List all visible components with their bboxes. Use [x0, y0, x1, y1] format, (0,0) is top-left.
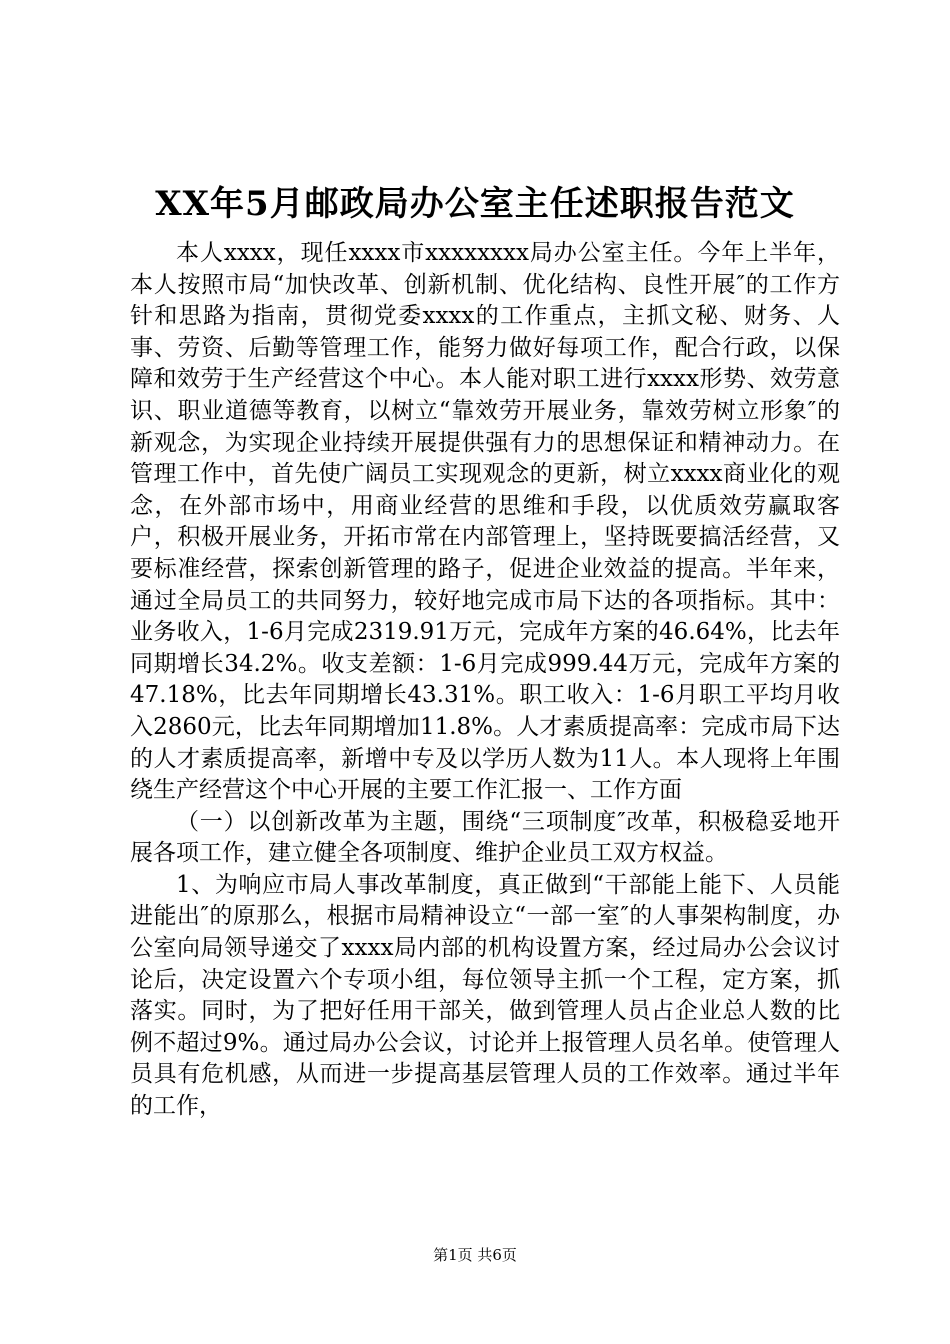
- document-title: XX年5月邮政局办公室主任述职报告范文: [155, 184, 795, 224]
- body-paragraph: 本人xxxx，现任xxxx市xxxxxxxx局办公室主任。今年上半年，本人按照市局“加快改革、创新机制、优化结构、良性开展″的工作方针和思路为指南，贯彻党委xxxx的工作重点，主抓文秘、财务、人事、劳资、后勤等管理工作，能努力做好每项工作，配合行政，以保障和效劳于生产经营这个中心。本人能对职工进行xxxx形势、效劳意识、职业道德等教育，以树立“靠效劳开展业务，靠效劳树立形象″的新观念，为实现企业持续开展提供强有力的思想保证和精神动力。在管理工作中，首先使广阔员工实现观念的更新，树立xxxx商业化的观念，在外部市场中，用商业经营的思维和手段，以优质效劳赢取客户，积极开展业务，开拓市常在内部管理上，坚持既要搞活经营，又要标准经营，探索创新管理的路子，促进企业效益的提高。半年来，通过全局员工的共同努力，较好地完成市局下达的各项指标。其中：业务收入，1-6月完成2319.91万元，完成年方案的46.64%，比去年同期增长34.2%。收支差额：1-6月完成999.44万元，完成年方案的47.18%，比去年同期增长43.31%。职工收入：1-6月职工平均月收入2860元，比去年同期增加11.8%。人才素质提高率：完成市局下达的人才素质提高率，新增中专及以学历人数为11人。本人现将上年围绕生产经营这个中心开展的主要工作汇报一、工作方面: [130, 240, 840, 804]
- document-body: [130, 238, 840, 1123]
- page-number-footer: 第1页 共6页: [433, 1246, 517, 1264]
- body-paragraph: （一）以创新改革为主题，围绕“三项制度″改革，积极稳妥地开展各项工作，建立健全各项制度、维护企业员工双方权益。: [130, 808, 840, 867]
- body-paragraph: 1、为响应市局人事改革制度，真正做到“干部能上能下、人员能进能出″的原那么，根据市局精神设立“一部一室″的人事架构制度，办公室向局领导递交了xxxx局内部的机构设置方案，经过局办公会议讨论后，决定设置六个专项小组，每位领导主抓一个工程，定方案，抓落实。同时，为了把好任用干部关，做到管理人员占企业总人数的比例不超过9%。通过局办公会议，讨论并上报管理人员名单。使管理人员具有危机感，从而进一步提高基层管理人员的工作效率。通过半年的工作，: [130, 871, 840, 1120]
